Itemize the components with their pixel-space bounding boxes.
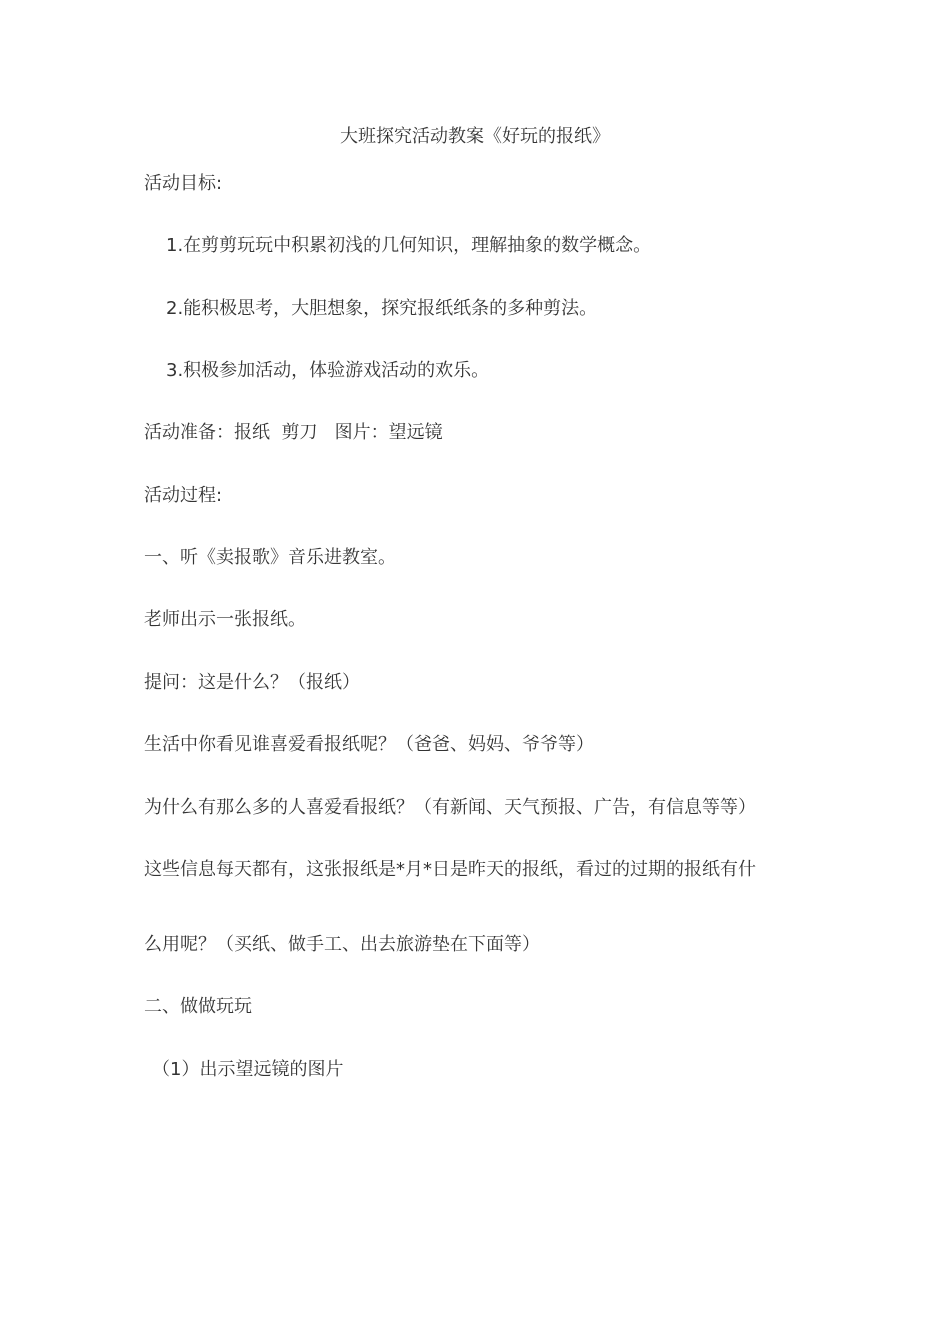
paragraph: 提问：这是什么？（报纸） [144, 672, 360, 693]
process-step-1-heading: 一、听《卖报歌》音乐进教室。 [144, 547, 396, 568]
goal-item-3: 3.积极参加活动，体验游戏活动的欢乐。 [166, 360, 490, 381]
sub-step-1: （1）出示望远镜的图片 [152, 1059, 344, 1080]
paragraph: 么用呢？（买纸、做手工、出去旅游垫在下面等） [144, 934, 540, 955]
process-step-2-heading: 二、做做玩玩 [144, 996, 252, 1017]
goal-item-1: 1.在剪剪玩玩中积累初浅的几何知识，理解抽象的数学概念。 [166, 235, 652, 256]
paragraph: 为什么有那么多的人喜爱看报纸？（有新闻、天气预报、广告，有信息等等） [144, 797, 756, 818]
document-title: 大班探究活动教案《好玩的报纸》 [340, 126, 610, 147]
paragraph: 老师出示一张报纸。 [144, 609, 306, 630]
section-heading-goals: 活动目标: [144, 173, 223, 194]
goal-item-2: 2.能积极思考，大胆想象，探究报纸纸条的多种剪法。 [166, 298, 598, 319]
section-heading-process: 活动过程: [144, 485, 223, 506]
paragraph: 这些信息每天都有，这张报纸是*月*日是昨天的报纸，看过的过期的报纸有什 [144, 859, 756, 880]
preparation-line: 活动准备：报纸 剪刀 图片：望远镜 [144, 422, 443, 443]
paragraph: 生活中你看见谁喜爱看报纸呢？（爸爸、妈妈、爷爷等） [144, 734, 594, 755]
